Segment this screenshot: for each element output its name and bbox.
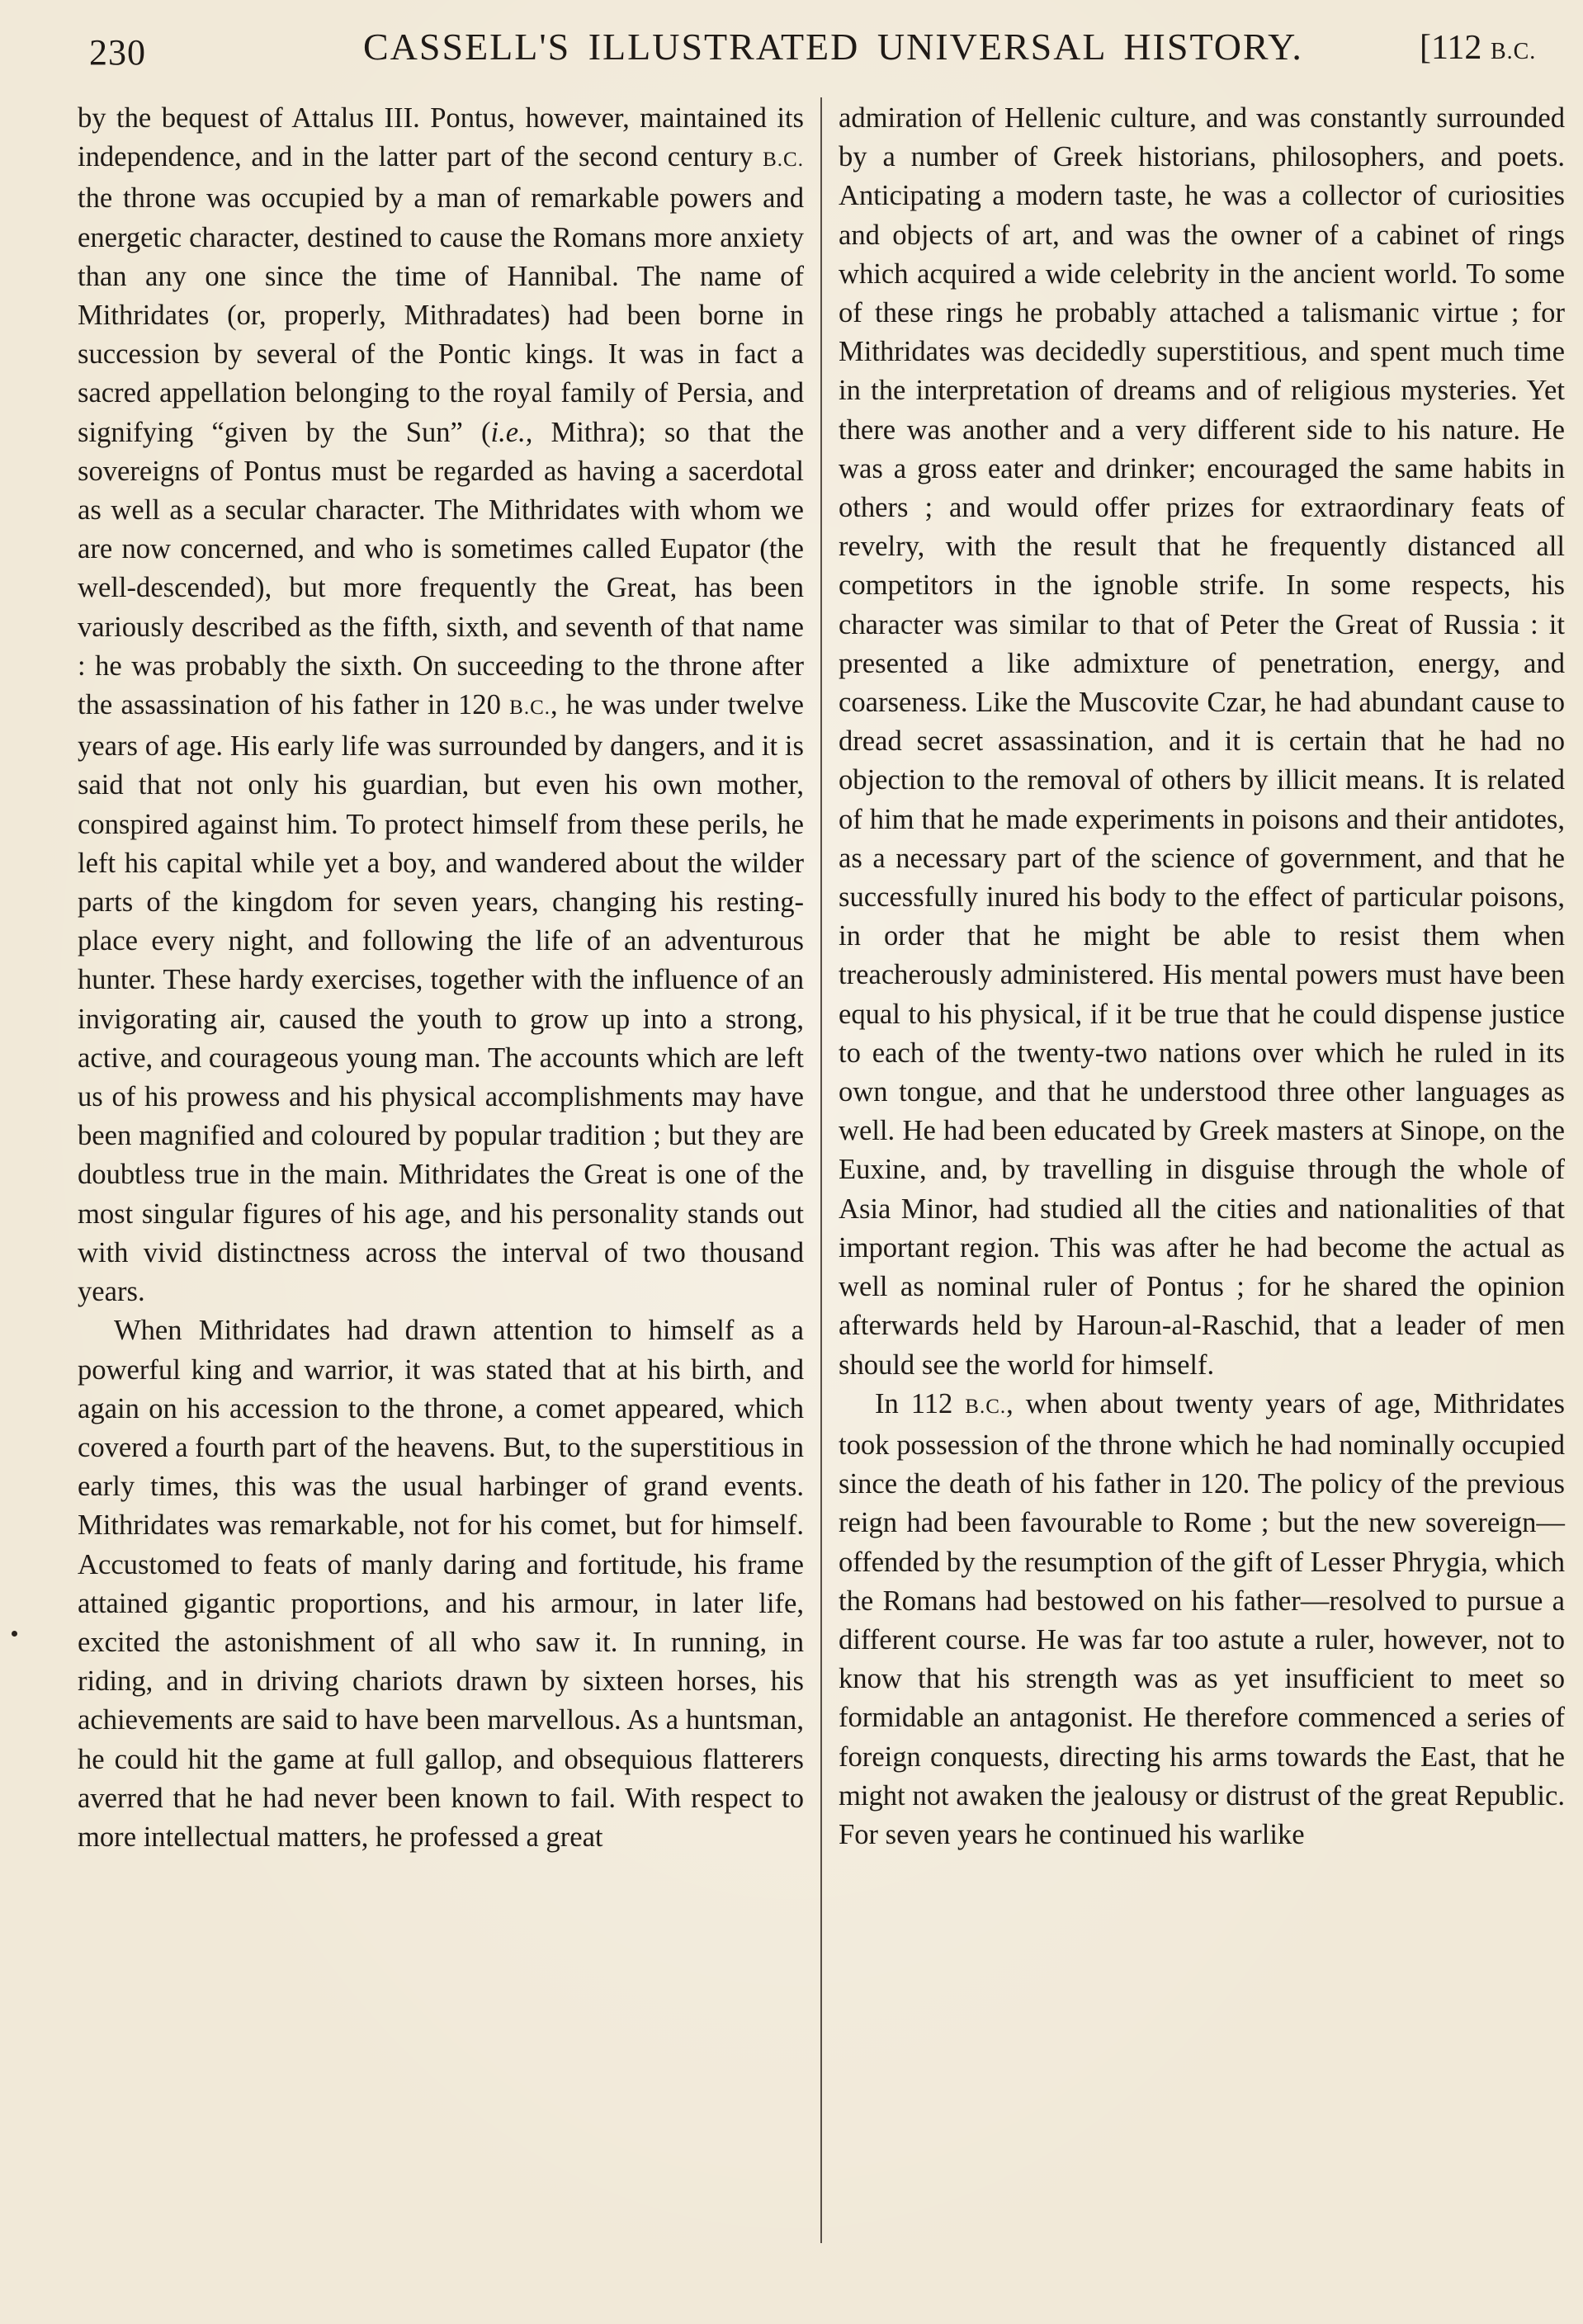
left-p1-era-2: B.C. <box>509 697 551 720</box>
right-paragraph-2 <box>839 1385 1565 1854</box>
right-paragraph-1: admiration of Hellenic culture, and was constantly surrounded by a number of Greek historians, philosophers, and poets. Anticipating a modern taste, he was a collector of curiosities and objects of art, and was the owner of a cabinet of rings which acquired a wide celebrity in the ancient world. To some of these rings he probably attached a talismanic virtue ; for Mithridates was decidedly superstitious, and spent much time in the interpretation of dreams and of religious mysteries. Yet there was another and a very different side to his nature. He was a gross eater and drinker; encouraged the same habits in others ; and would offer prizes for extraordinary feats of revelry, with the result that he frequently distanced all competitors in the ignoble strife. In some respects, his character was similar to that of Peter the Great of Russia : it presented a like admixture of penetration, energy, and coarseness. Like the Muscovite Czar, he had abundant cause to dread secret assassination, and it is certain that he had no objection to the removal of others by illicit means. It is related of him that he made experiments in poisons and their antidotes, as a necessary part of the science of government, and that he successfully inured his body to the effect of particular poisons, in order that he might be able to resist them when treacherously administered. His mental powers must have been equal to his physical, if it be true that he could dispense justice to each of the twenty-two nations over which he ruled in its own tongue, and that he understood three other languages as well. He had been educated by Greek masters at Sinope, on the Euxine, and, by travelling in disguise through the whole of Asia Minor, had studied all the cities and nationalities of that important region. This was after he had become the actual as well as nominal ruler of Pontus ; for he shared the opinion afterwards held by Haroun-al-Raschid, that a leader of men should see the world for himself. <box>839 102 1565 1381</box>
right-column <box>839 99 1565 1854</box>
left-p1-text-d: , he was under twelve years of age. His early life was surrounded by dangers, and it is said that not only his guardian, but even his own mother, conspired against him. To protect himself from these perils, he left his capital while yet a boy, and wandered about the wilder parts of the kingdom for seven years, changing his resting-place every night, and following the life of an adventurous hunter. These hardy exercises, together with the influence of an invigorating air, caused the youth to grow up into a strong, active, and courageous young man. The accounts which are left us of his prowess and his physical accomplishments may have been magnified and coloured by popular tradition ; but they are doubtless true in the main. Mithridates the Great is one of the most singular figures of his age, and his personality stands out with vivid distinctness across the interval of two thousand years. <box>78 689 804 1308</box>
left-p1-text-c: Mithra); so that the sovereigns of Pontus must be regarded as having a sacerdotal as well as a secular character. The Mithridates with whom we are now concerned, and who is sometimes called Eupator (the well-descended), but more frequently the Great, has been variously described as the fifth, sixth, and seventh of that name : he was probably the sixth. On succeeding to the throne after the assassination of his father in 120 <box>78 416 804 721</box>
running-head <box>83 25 1535 74</box>
left-p1-text-a: by the bequest of Attalus III. Pontus, however, maintained its independence, and in the latter part of the second century <box>78 102 804 173</box>
date-reference-number: [112 <box>1420 29 1482 67</box>
right-p2-text-a: In 112 <box>875 1387 953 1419</box>
date-reference <box>1420 28 1536 68</box>
right-p2-text-b: , when about twenty years of age, Mithridates took possession of the throne which he had nominally occupied since the death of his father in 120. The policy of the previous reign had been favourable to Rome ; but the new sovereign—offended by the resumption of the gift of Lesser Phrygia, which the Romans had bestowed on his father—resolved to pursue a different course. He was far too astute a ruler, however, not to know that his strength was as yet insufficient to meet so formidable an antagonist. He therefore commenced a series of foreign conquests, directing his arms towards the East, that he might not awaken the jealousy or distrust of the great Republic. For seven years he continued his warlike <box>839 1387 1565 1850</box>
margin-mark <box>12 1631 17 1637</box>
column-divider <box>820 97 822 2243</box>
left-p1-text-b: the throne was occupied by a man of remarkable powers and energetic character, destined to cause the Romans more anxiety than any one since the time of Hannibal. The name of Mithridates (or, properly, Mithradates) had been borne in succession by several of the Pontic kings. It was in fact a sacred appellation belonging to the royal family of Persia, and signifying “given by the Sun” ( <box>78 182 804 448</box>
left-p1-era-1: B.C. <box>763 149 804 172</box>
left-column <box>78 99 804 1857</box>
book-title: CASSELL'S ILLUSTRATED UNIVERSAL HISTORY. <box>363 26 1303 68</box>
left-paragraph-2: When Mithridates had drawn attention to himself as a powerful king and warrior, it was stated that at his birth, and again on his accession to the throne, a comet appeared, which covered a fourth part of the heavens. But, to the superstitious in early times, this was the usual harbinger of grand events. Mithridates was remarkable, not for his comet, but for himself. Accustomed to feats of manly daring and fortitude, his frame attained gigantic proportions, and his armour, in later life, excited the astonishment of all who saw it. In running, in riding, and in driving chariots drawn by sixteen horses, his achievements are said to have been marvellous. As a huntsman, he could hit the game at full gallop, and obsequious flatterers averred that he had never been known to fail. With respect to more intellectual matters, he professed a great <box>78 1315 804 1853</box>
left-paragraph-1 <box>78 99 804 1311</box>
left-p1-ie: i.e., <box>490 416 533 448</box>
right-p2-era: B.C. <box>965 1395 1007 1418</box>
page-number: 230 <box>89 32 146 73</box>
date-reference-era: B.C. <box>1490 39 1537 64</box>
